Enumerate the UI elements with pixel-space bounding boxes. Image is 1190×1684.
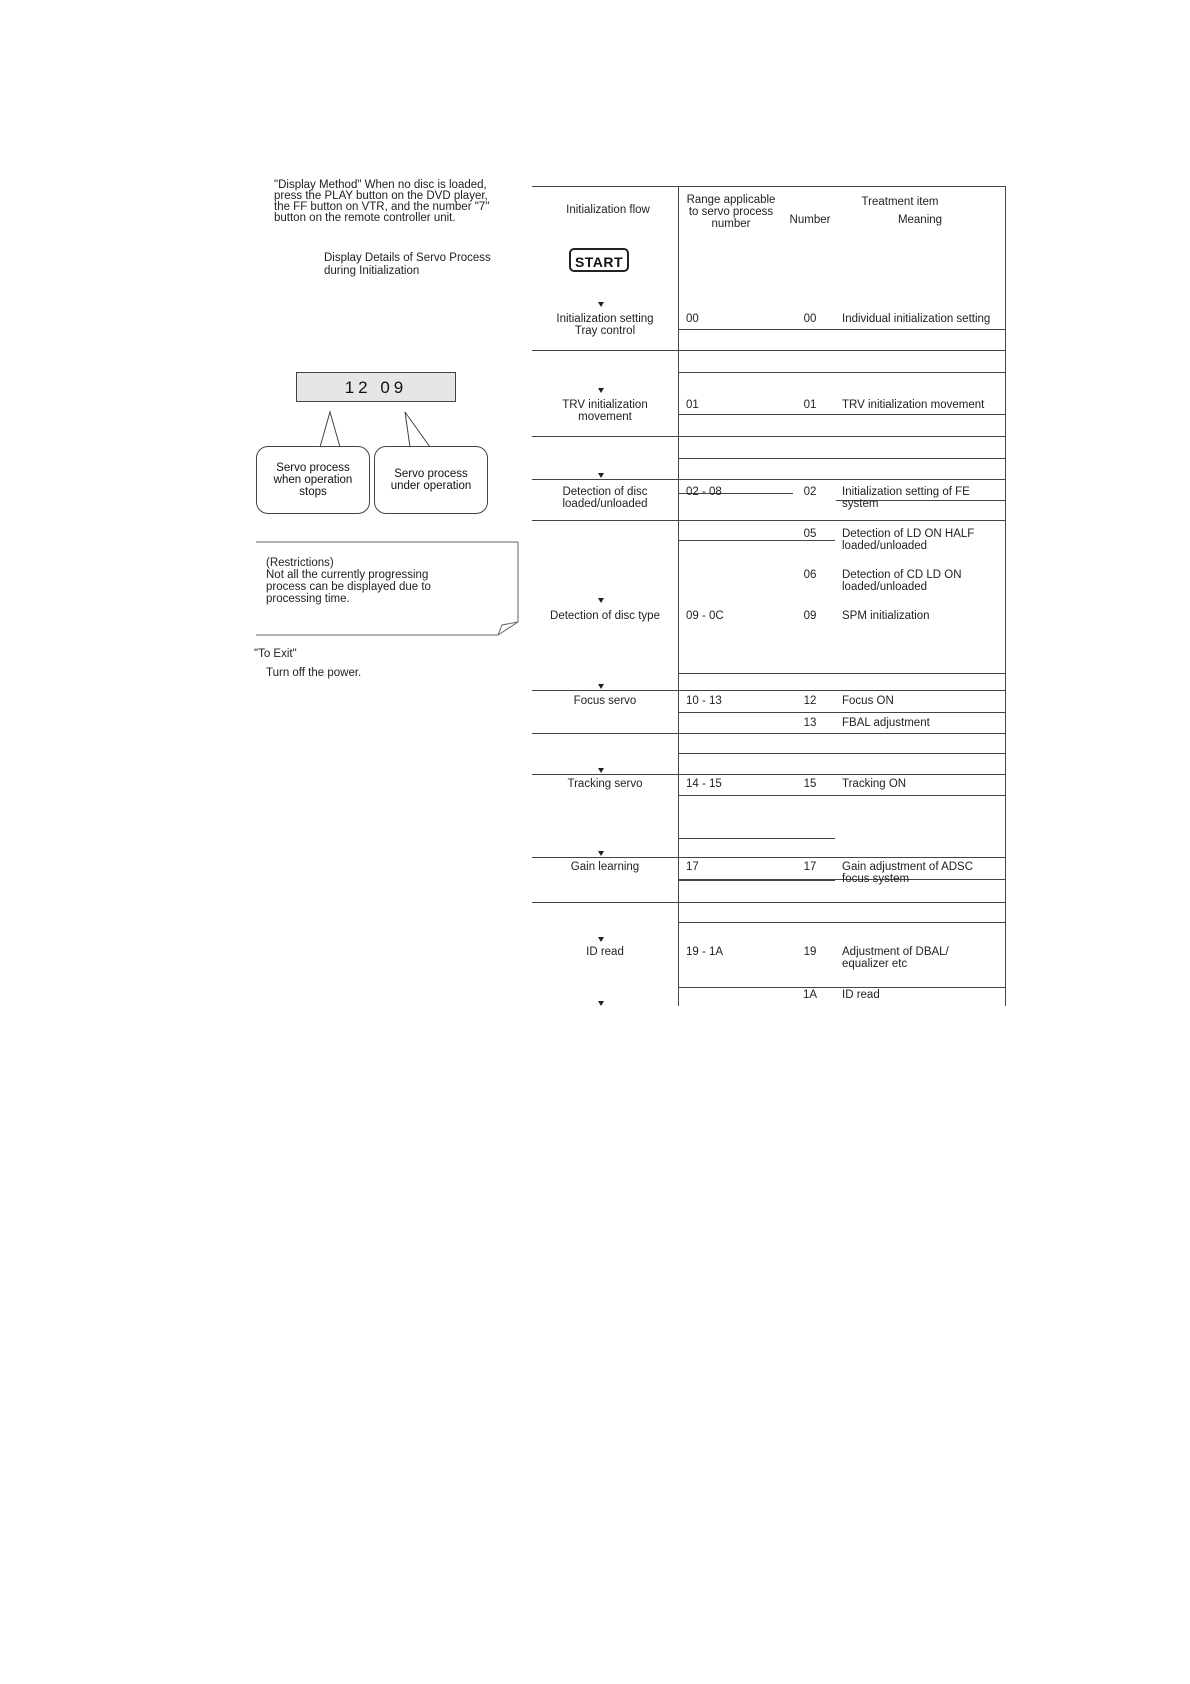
balloon-servo-operating: Servo process under operation	[374, 446, 488, 514]
flow-initialization-setting: Initialization setting Tray control	[556, 313, 654, 337]
flow-tracking-servo: Tracking servo	[567, 778, 643, 790]
range-r5: 10 - 13	[686, 695, 722, 707]
flow-trv-initialization: TRV initialization movement	[562, 399, 648, 423]
meaning-r3: Initialization setting of FE system	[842, 486, 970, 510]
range-r1: 00	[686, 313, 699, 325]
range-r7: 17	[686, 861, 699, 873]
number-r8-b: 1A	[802, 989, 818, 1001]
flow-arrow-9	[598, 1001, 604, 1006]
meaning-r7: Gain adjustment of ADSC focus system	[842, 861, 974, 885]
meaning-r4-a: Detection of LD ON HALF loaded/unloaded	[842, 528, 975, 552]
meaning-r8-a: Adjustment of DBAL/ equalizer etc	[842, 946, 949, 970]
flow-arrow-2	[598, 388, 604, 393]
range-r8: 19 - 1A	[686, 946, 724, 958]
flow-gain-learning: Gain learning	[570, 861, 640, 873]
header-meaning: Meaning	[897, 214, 943, 226]
meaning-r5-b: FBAL adjustment	[842, 717, 930, 729]
meaning-r5-a: Focus ON	[842, 695, 894, 707]
header-number: Number	[789, 214, 831, 226]
start-label: START	[569, 248, 629, 272]
number-r2: 01	[803, 399, 817, 411]
flow-arrow-4	[598, 598, 604, 603]
flow-detection-disc-loaded: Detection of disc loaded/unloaded	[562, 486, 648, 510]
restrictions-text: (Restrictions) Not all the currently progressing process can be displayed due to processing time.	[266, 557, 431, 605]
flow-arrow-3	[598, 473, 604, 478]
number-r4-a: 05	[803, 528, 817, 540]
range-r2: 01	[686, 399, 699, 411]
flow-detection-disc-type: Detection of disc type	[550, 610, 660, 622]
number-r4-c: 09	[803, 610, 817, 622]
meaning-r2: TRV initialization movement	[842, 399, 985, 411]
to-exit-title: "To Exit"	[254, 648, 297, 660]
display-details-caption: Display Details of Servo Process during Initialization	[324, 252, 491, 277]
header-treatment-item: Treatment item	[861, 196, 939, 208]
range-r6: 14 - 15	[686, 778, 722, 790]
meaning-r4-c: SPM initialization	[842, 610, 930, 622]
number-r3: 02	[803, 486, 817, 498]
number-r4-b: 06	[803, 569, 817, 581]
meaning-r6: Tracking ON	[842, 778, 907, 790]
to-exit-text: Turn off the power.	[266, 667, 362, 679]
number-r5-a: 12	[803, 695, 817, 707]
flow-arrow-1	[598, 302, 604, 307]
header-initialization-flow: Initialization flow	[566, 204, 650, 216]
flow-arrow-6	[598, 768, 604, 773]
flow-focus-servo: Focus servo	[573, 695, 637, 707]
header-range: Range applicable to servo process number	[686, 194, 776, 230]
flow-arrow-7	[598, 851, 604, 856]
display-method-text: "Display Method" When no disc is loaded, press the PLAY button on the DVD player, the FF button on VTR, and the number "7" button on the remote controller unit.	[274, 179, 490, 224]
flow-arrow-8	[598, 937, 604, 942]
flow-arrow-5	[598, 684, 604, 689]
meaning-r1: Individual initialization setting	[842, 313, 991, 325]
servo-display-readout: 12 09	[296, 372, 456, 402]
meaning-r4-b: Detection of CD LD ON loaded/unloaded	[842, 569, 962, 593]
flow-id-read: ID read	[586, 946, 624, 958]
meaning-r8-b: ID read	[842, 989, 880, 1001]
number-r6: 15	[803, 778, 817, 790]
range-r4: 09 - 0C	[686, 610, 724, 622]
range-r3: 02 - 08	[686, 486, 722, 498]
number-r5-b: 13	[803, 717, 817, 729]
number-r1: 00	[803, 313, 817, 325]
number-r8-a: 19	[803, 946, 817, 958]
number-r7: 17	[803, 861, 817, 873]
balloon-servo-stops: Servo process when operation stops	[256, 446, 370, 514]
